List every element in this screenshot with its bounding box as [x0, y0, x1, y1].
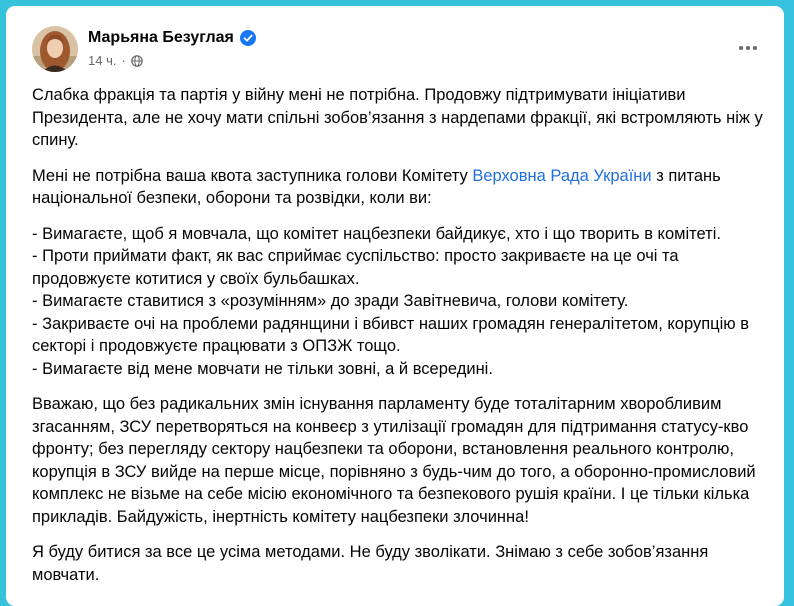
bullet-item: - Вимагаєте, щоб я мовчала, що комітет нацбезпеки байдикує, хто і що творить в комітеті. — [32, 224, 721, 243]
committee-text-before: Мені не потрібна ваша квота заступника голови Комітету — [32, 166, 473, 185]
author-row — [88, 29, 256, 47]
post-paragraph: Вважаю, що без радикальних змін існування парламенту буде тоталітарним хворобливим згасанням, ЗСУ перетворяться на конвеєр з утилізації громадян для підтримання статусу-кво фронту; без перегляду сектору нацбезпеки та оборони, встановлення реального контролю, корупція в ЗСУ вийде на перше місце, порівняно з будь-чим до того, а оборонно-промисловий комплекс не візьме на себе місію економічного та безпекового рушія країни. І це тільки кілька прикладів. Байдужість, інертність комітету нацбезпеки злочинна! — [32, 395, 756, 526]
post-card — [6, 6, 784, 606]
bullet-item: - Закриваєте очі на проблеми радянщини і вбивст наших громадян генералітетом, корупцію в секторі і продовжуєте працювати з ОПЗЖ тощо. — [32, 314, 749, 355]
post-header — [6, 6, 784, 86]
bullet-item: - Вимагаєте від мене мовчати не тільки зовні, а й всередині. — [32, 359, 493, 378]
post-meta — [88, 53, 143, 68]
author-avatar[interactable] — [32, 26, 78, 72]
bullet-item: - Проти приймати факт, як вас сприймає суспільство: просто закриваєте на це очі та продовжуєте котитися у своїх бульбашках. — [32, 247, 679, 288]
meta-separator: · — [121, 53, 126, 68]
bullet-item: - Вимагаєте ставитися з «розумінням» до зради Завітневича, голови комітету. — [32, 292, 629, 310]
committee-text-after: з питань національної безпеки, оборони та розвідки, коли ви: — [32, 166, 721, 207]
post-paragraph: Я буду битися за все це усіма методами. Не буду зволікати. Знімаю з себе зобов’язання мовчати. — [32, 543, 709, 584]
post-paragraph-committee — [32, 165, 772, 210]
verified-badge-icon — [240, 30, 256, 46]
post-paragraph: Слабка фракція та партія у війну мені не потрібна. Продовжу підтримувати ініціативи Президента, але не хочу мати спільні зобов’язання з нардепами фракції, які встромляють ніж у спину. — [32, 86, 763, 149]
author-name[interactable]: Марьяна Безуглая — [88, 29, 234, 46]
globe-icon[interactable] — [131, 55, 143, 67]
post-body — [32, 84, 772, 599]
bullet-list — [32, 223, 772, 381]
more-options-button[interactable] — [732, 32, 764, 64]
verkhovna-rada-link[interactable]: Верховна Рада України — [472, 166, 652, 185]
post-timestamp[interactable]: 14 ч. — [88, 53, 117, 68]
more-options-icon — [738, 46, 759, 50]
